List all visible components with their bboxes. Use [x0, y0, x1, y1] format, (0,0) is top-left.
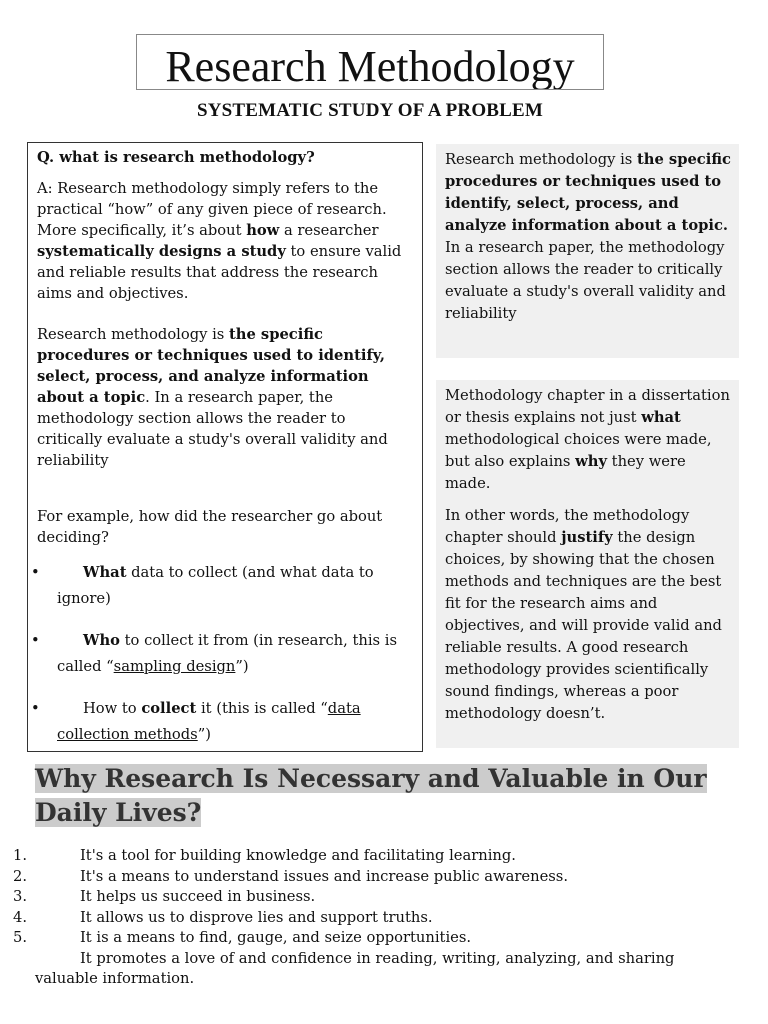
why-heading: Why Research Is Necessary and Valuable in Our Daily Lives?	[35, 764, 707, 827]
why-list	[0, 846, 740, 990]
data-collection-methods-link[interactable]: data collection methods	[57, 700, 361, 743]
list-item: 2. It's a means to understand issues and increase public awareness.	[13, 867, 569, 885]
definition-text: Research methodology is the specific procedures or techniques used to identify, select, process, and analyze information about a topic. In a research paper, the methodology section allows the reader to critically evaluate a study's overall validity and reliability	[445, 151, 731, 322]
example-list	[31, 560, 414, 748]
answer-paragraph-2: Research methodology is the specific procedures or techniques used to identify, select, process, and analyze information about a topic. In a research paper, the methodology section allows the reader to critically evaluate a study's overall validity and reliability	[37, 326, 388, 469]
example-intro: For example, how did the researcher go about deciding?	[37, 508, 383, 546]
list-item: 3. It helps us succeed in business.	[13, 888, 316, 905]
page-subtitle: SYSTEMATIC STUDY OF A PROBLEM	[196, 100, 544, 121]
page-title: Research Methodology	[165, 42, 575, 90]
title-box	[136, 34, 604, 90]
list-item-last: It promotes a love of and confidence in reading, writing, analyzing, and sharing valuable information.	[35, 949, 675, 987]
sampling-design-link[interactable]: sampling design	[113, 658, 236, 675]
qa-box	[27, 142, 423, 752]
list-item: 1. It's a tool for building knowledge and facilitating learning.	[13, 847, 516, 864]
question: Q. what is research methodology?	[37, 149, 315, 166]
methodology-chapter-panel	[436, 380, 739, 748]
chapter-paragraph-1: Methodology chapter in a dissertation or thesis explains not just what methodological choices were made, but also explains why they were made.	[445, 387, 730, 492]
definition-panel	[436, 144, 739, 358]
chapter-paragraph-2: In other words, the methodology chapter should justify the design choices, by showing that the chosen methods and techniques are the best fit for the research aims and objectives, and will provide valid and reliable results. A good research methodology provides scientifically sound findings, whereas a poor methodology doesn’t.	[445, 507, 722, 722]
answer-paragraph-1: A: Research methodology simply refers to the practical “how” of any given piece of research. More specifically, it’s about how a researcher systematically designs a study to ensure valid and reliable results that address the research aims and objectives.	[37, 180, 402, 302]
list-item: • How to collect it (this is called “data collection methods”)	[31, 700, 361, 743]
list-item: • What data to collect (and what data to ignore)	[31, 564, 374, 607]
list-item: 4. It allows us to disprove lies and support truths.	[13, 908, 433, 926]
list-item: • Who to collect it from (in research, this is called “sampling design”)	[31, 632, 397, 675]
list-item: 5. It is a means to find, gauge, and seize opportunities.	[13, 929, 472, 946]
